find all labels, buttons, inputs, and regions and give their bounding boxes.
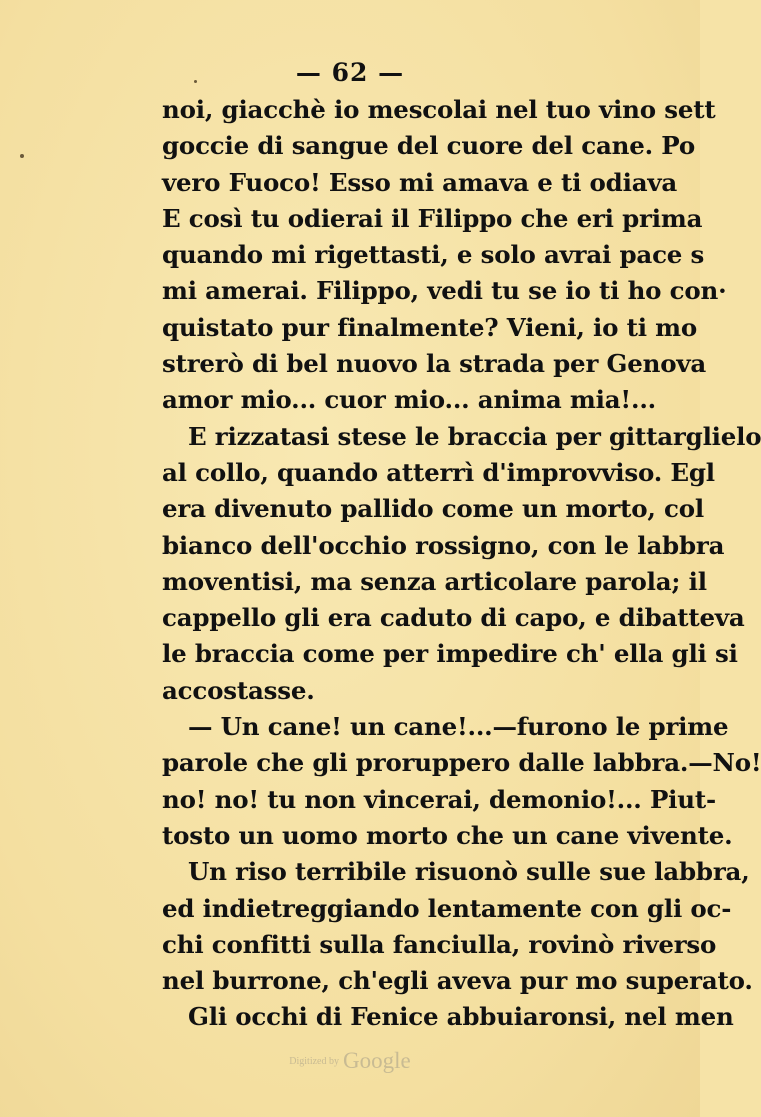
page-number: — 62 — bbox=[295, 58, 405, 87]
text-line: bianco dell'occhio rossigno, con le labbra bbox=[162, 530, 725, 560]
watermark-brand: Google bbox=[343, 1048, 411, 1073]
text-line: cappello gli era caduto di capo, e dibatteva bbox=[162, 603, 745, 633]
text-line: E così tu odierai il Filippo che eri prima bbox=[162, 203, 703, 233]
text-line: Gli occhi di Fenice abbuiaronsi, nel men bbox=[188, 1002, 734, 1032]
page-speck bbox=[20, 154, 24, 158]
text-line: vero Fuoco! Esso mi amava e ti odiava bbox=[162, 167, 678, 197]
text-line: goccie di sangue del cuore del cane. Po bbox=[162, 131, 696, 161]
text-line: parole che gli proruppero dalle labbra.—No! bbox=[162, 748, 761, 778]
watermark-prefix: Digitized by bbox=[289, 1055, 339, 1067]
text-line: E rizzatasi stese le braccia per gittarglielo bbox=[188, 421, 761, 451]
text-line: noi, giacchè io mescolai nel tuo vino sett bbox=[162, 95, 716, 124]
text-line: le braccia come per impedire ch' ella gli si bbox=[162, 639, 738, 669]
text-line: amor mio... cuor mio... anima mia!... bbox=[162, 385, 656, 415]
text-line: al collo, quando atterrì d'improvviso. Egl bbox=[162, 457, 715, 487]
text-line: no! no! tu non vincerai, demonio!... Piut- bbox=[162, 784, 716, 814]
text-line: — Un cane! un cane!...—furono le prime bbox=[188, 712, 729, 742]
text-line: chi confitti sulla fanciulla, rovinò riverso bbox=[162, 929, 717, 959]
text-line: mi amerai. Filippo, vedi tu se io ti ho con· bbox=[162, 276, 727, 306]
text-line: nel burrone, ch'egli aveva pur mo superato. bbox=[162, 966, 753, 996]
text-line: strerò di bel nuovo la strada per Genova bbox=[162, 349, 707, 379]
text-line: quando mi rigettasti, e solo avrai pace s bbox=[162, 240, 705, 270]
text-line: moventisi, ma senza articolare parola; il bbox=[162, 566, 707, 596]
text-line: Un riso terribile risuonò sulle sue labbra, bbox=[188, 857, 750, 887]
text-line: quistato pur finalmente? Vieni, io ti mo bbox=[162, 312, 698, 342]
digitized-watermark bbox=[0, 1048, 700, 1074]
text-line: tosto un uomo morto che un cane vivente. bbox=[162, 820, 733, 850]
text-line: accostasse. bbox=[162, 675, 315, 705]
text-line: ed indietreggiando lentamente con gli oc- bbox=[162, 893, 732, 923]
text-line: era divenuto pallido come un morto, col bbox=[162, 494, 705, 524]
body-text bbox=[162, 92, 761, 1036]
